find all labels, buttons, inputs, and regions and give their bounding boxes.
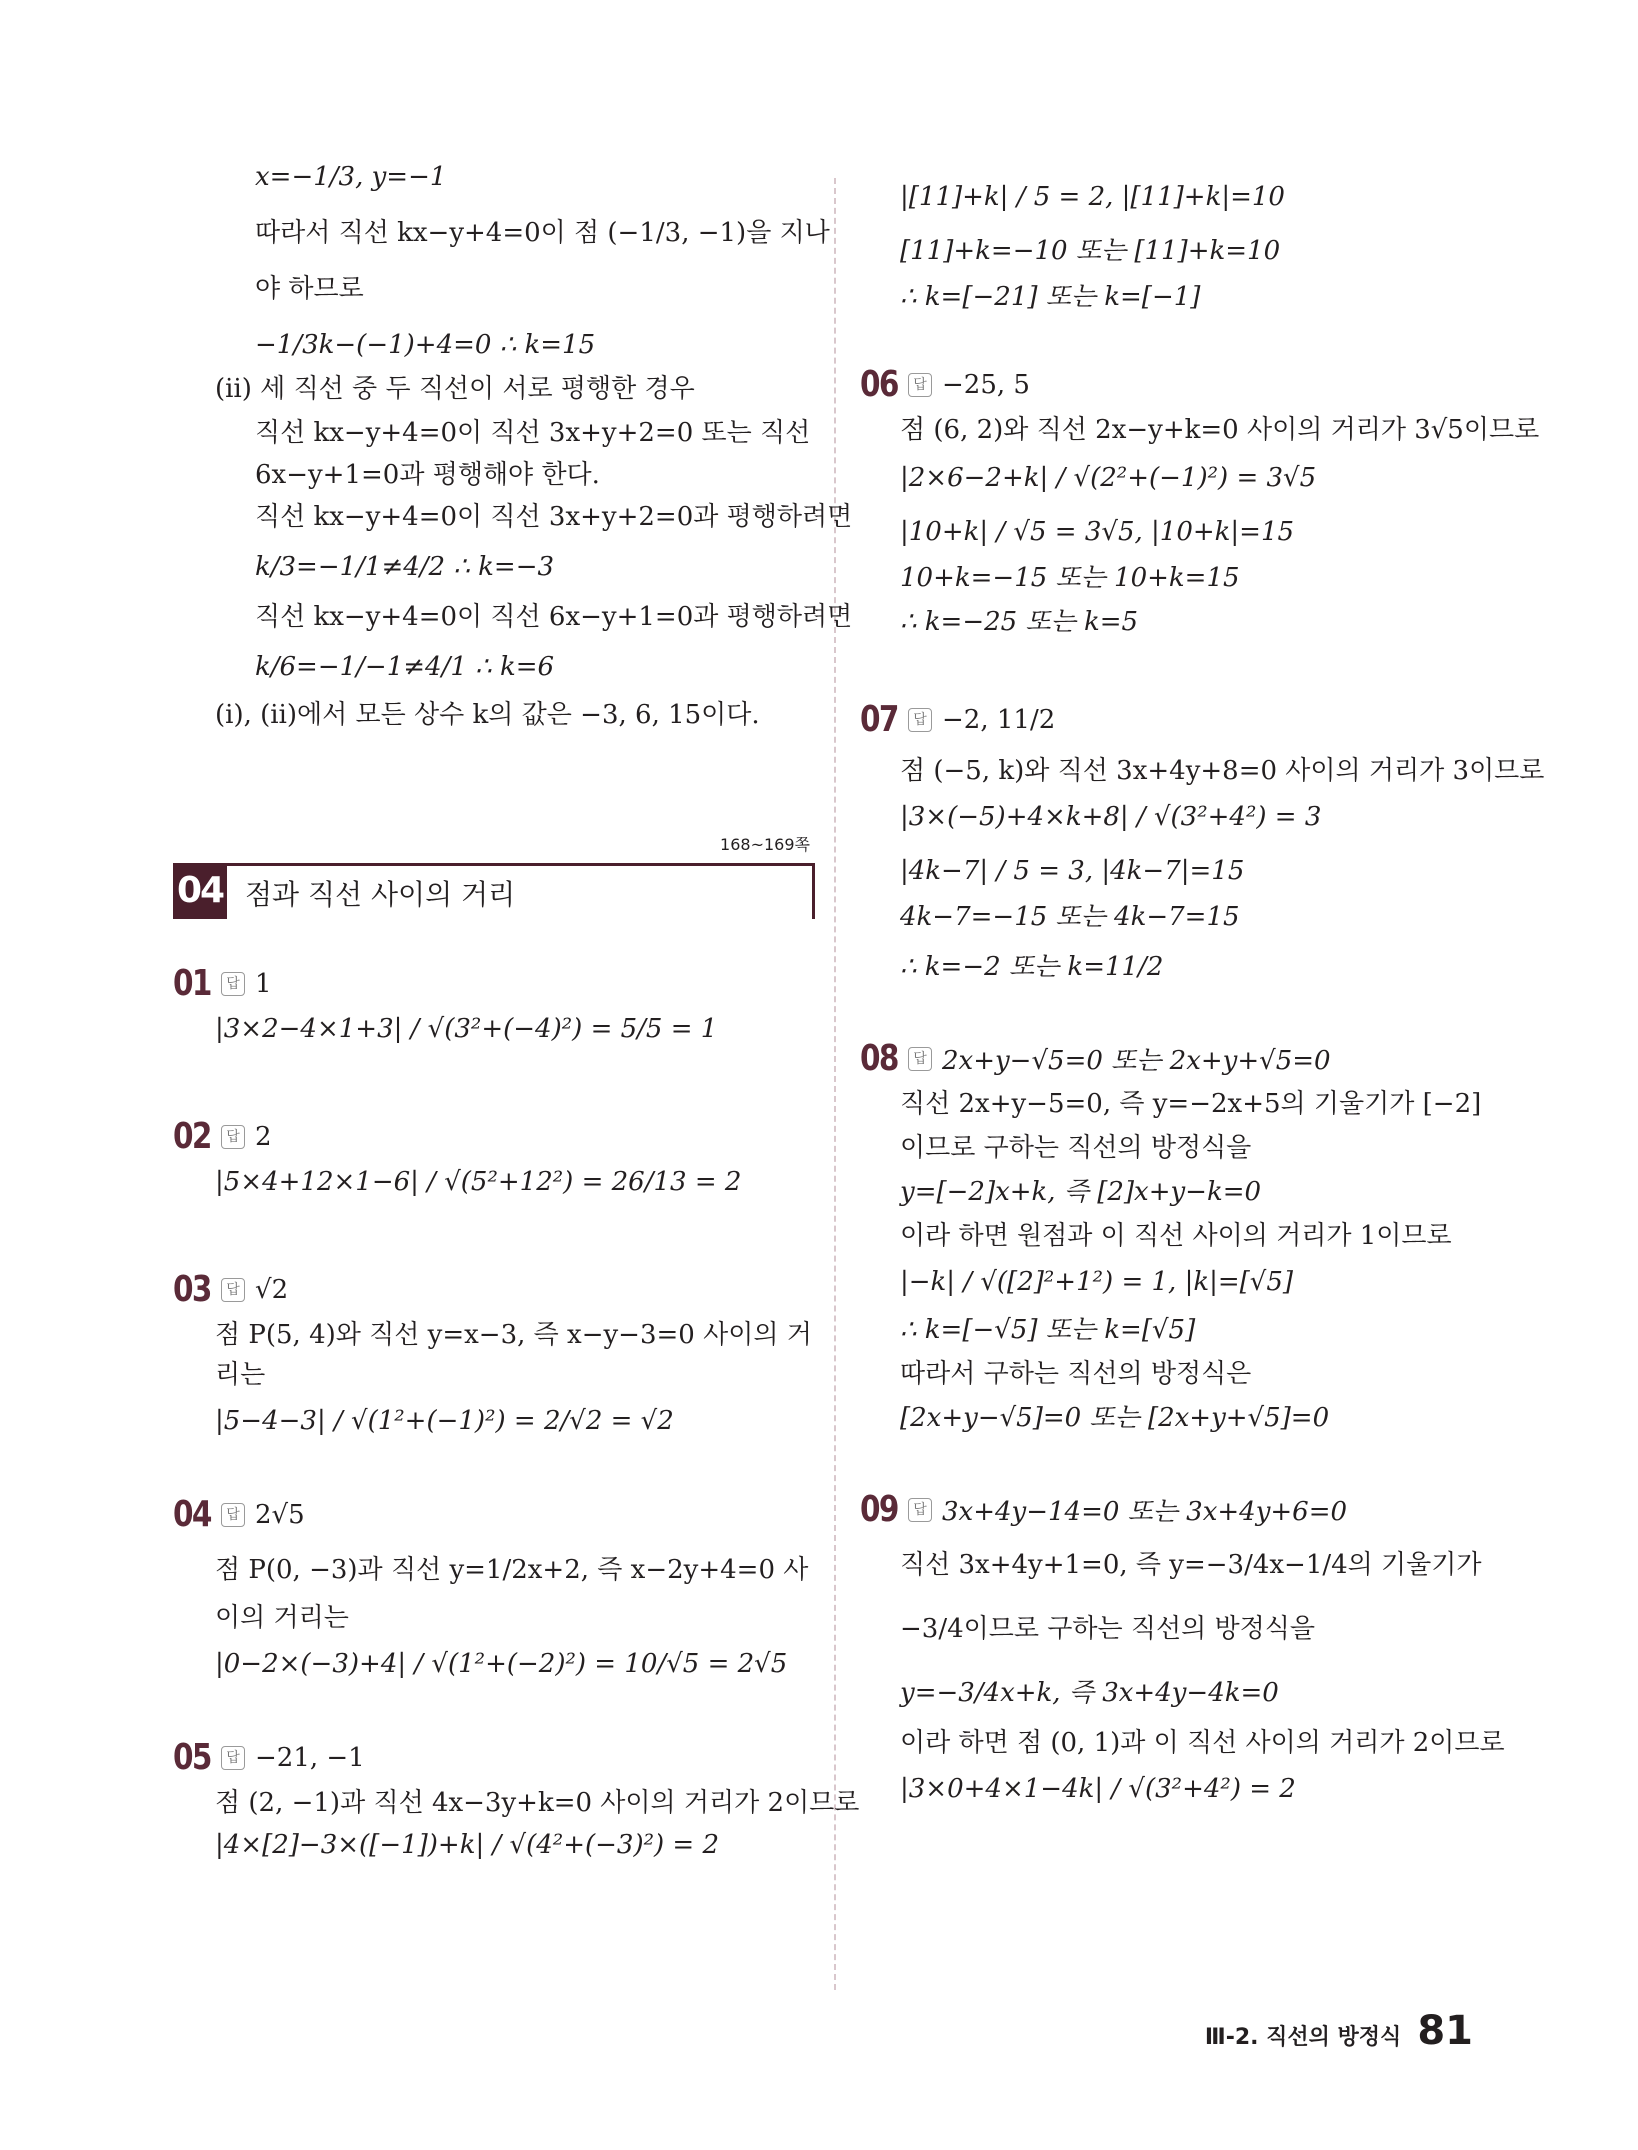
solution-line: 이므로 구하는 직선의 방정식을: [900, 1133, 1252, 1163]
question-06: [860, 364, 1500, 405]
answer-value: 2: [255, 1121, 272, 1152]
solution-line: |5×4+12×1−6| / √(5²+12²) = 26/13 = 2: [215, 1167, 742, 1197]
question-05: [173, 1737, 810, 1778]
answer-value: 2√5: [255, 1499, 305, 1530]
question-number: 08: [860, 1038, 898, 1079]
answer-icon: 답: [908, 1498, 932, 1522]
right-column: [860, 160, 1545, 1806]
question-number: 07: [860, 699, 898, 740]
page-range: 168~169쪽: [720, 835, 810, 854]
question-number: 06: [860, 364, 898, 405]
solution-line: 직선 kx−y+4=0이 직선 3x+y+2=0 또는 직선: [255, 418, 811, 448]
solution-line: ∴ k=[−√5] 또는 k=[√5]: [900, 1315, 1196, 1345]
answer-icon: 답: [221, 1746, 245, 1770]
chapter-label: Ⅲ-2. 직선의 방정식: [1204, 2025, 1402, 2050]
solution-line: |4×[2]−3×([−1])+k| / √(4²+(−3)²) = 2: [215, 1830, 720, 1860]
solution-line: ∴ k=−2 또는 k=11/2: [900, 952, 1164, 982]
solution-line: y=−3/4x+k, 즉 3x+4y−4k=0: [900, 1678, 1279, 1708]
answer-icon: 답: [908, 708, 932, 732]
solution-line: −1/3k−(−1)+4=0 ∴ k=15: [255, 330, 596, 360]
solution-line: |2×6−2+k| / √(2²+(−1)²) = 3√5: [900, 463, 1317, 493]
page-footer: [1205, 2008, 1473, 2054]
section-number: 04: [173, 863, 227, 919]
question-number: 01: [173, 963, 211, 1004]
solution-line: 직선 kx−y+4=0이 직선 3x+y+2=0과 평행하려면: [255, 502, 853, 532]
solution-line: |3×2−4×1+3| / √(3²+(−4)²) = 5/5 = 1: [215, 1014, 718, 1044]
solution-line: |10+k| / √5 = 3√5, |10+k|=15: [900, 517, 1295, 547]
solution-line: |[11]+k| / 5 = 2, |[11]+k|=10: [900, 182, 1285, 212]
section-header: [176, 863, 810, 923]
solution-line: |4k−7| / 5 = 3, |4k−7|=15: [900, 856, 1245, 886]
question-03: [173, 1269, 810, 1310]
question-01: [173, 963, 810, 1004]
answer-value: 3x+4y−14=0 또는 3x+4y+6=0: [942, 1497, 1348, 1527]
solution-line: |5−4−3| / √(1²+(−1)²) = 2/√2 = √2: [215, 1406, 674, 1436]
solution-line: 점 (6, 2)와 직선 2x−y+k=0 사이의 거리가 3√5이므로: [900, 415, 1540, 445]
solution-line: 야 하므로: [255, 274, 364, 304]
solution-line: 6x−y+1=0과 평행해야 한다.: [255, 460, 600, 490]
answer-icon: 답: [221, 972, 245, 996]
answer-value: −25, 5: [942, 369, 1030, 400]
solution-line: 점 P(5, 4)와 직선 y=x−3, 즉 x−y−3=0 사이의 거: [215, 1320, 812, 1350]
solution-line: |3×(−5)+4×k+8| / √(3²+4²) = 3: [900, 802, 1322, 832]
answer-value: 2x+y−√5=0 또는 2x+y+√5=0: [942, 1046, 1331, 1076]
answer-value: −2, 11/2: [942, 704, 1056, 735]
solution-line: 직선 3x+4y+1=0, 즉 y=−3/4x−1/4의 기울기가: [900, 1550, 1482, 1580]
question-08: [860, 1038, 1500, 1079]
question-number: 04: [173, 1494, 211, 1535]
solution-line: k/3=−1/1≠4/2 ∴ k=−3: [255, 552, 555, 582]
solution-line: 리는: [215, 1360, 266, 1390]
solution-line: 따라서 직선 kx−y+4=0이 점 (−1/3, −1)을 지나: [255, 218, 830, 248]
left-column: [173, 160, 860, 1862]
answer-icon: 답: [221, 1503, 245, 1527]
solution-line: |3×0+4×1−4k| / √(3²+4²) = 2: [900, 1774, 1296, 1804]
solution-line: x=−1/3, y=−1: [255, 162, 447, 192]
solution-line: 이라 하면 점 (0, 1)과 이 직선 사이의 거리가 2이므로: [900, 1728, 1505, 1758]
answer-icon: 답: [908, 373, 932, 397]
answer-value: √2: [255, 1274, 289, 1305]
answer-value: 1: [255, 968, 272, 999]
solution-line: 4k−7=−15 또는 4k−7=15: [900, 902, 1240, 932]
solution-line: |0−2×(−3)+4| / √(1²+(−2)²) = 10/√5 = 2√5: [215, 1649, 788, 1679]
solution-line: 이의 거리는: [215, 1603, 349, 1633]
solution-line: 직선 2x+y−5=0, 즉 y=−2x+5의 기울기가 [−2]: [900, 1089, 1482, 1119]
solution-line: [11]+k=−10 또는 [11]+k=10: [900, 236, 1281, 266]
question-04: [173, 1494, 810, 1535]
question-02: [173, 1116, 810, 1157]
solution-line: −3/4이므로 구하는 직선의 방정식을: [900, 1614, 1315, 1644]
section-title: 점과 직선 사이의 거리: [245, 878, 516, 911]
solution-line: |−k| / √([2]²+1²) = 1, |k|=[√5]: [900, 1267, 1294, 1297]
answer-icon: 답: [221, 1125, 245, 1149]
answer-icon: 답: [221, 1278, 245, 1302]
solution-line: 점 (−5, k)와 직선 3x+4y+8=0 사이의 거리가 3이므로: [900, 756, 1545, 786]
solution-line: y=[−2]x+k, 즉 [2]x+y−k=0: [900, 1177, 1262, 1207]
solution-line: k/6=−1/−1≠4/1 ∴ k=6: [255, 652, 555, 682]
question-number: 09: [860, 1489, 898, 1530]
question-number: 05: [173, 1737, 211, 1778]
solution-line: [2x+y−√5]=0 또는 [2x+y+√5]=0: [900, 1403, 1330, 1433]
question-07: [860, 699, 1500, 740]
page-number: 81: [1417, 2008, 1473, 2054]
column-divider: [834, 178, 836, 1990]
solution-line: 따라서 구하는 직선의 방정식은: [900, 1359, 1252, 1389]
question-number: 02: [173, 1116, 211, 1157]
solution-line: 10+k=−15 또는 10+k=15: [900, 563, 1240, 593]
solution-line: 이라 하면 원점과 이 직선 사이의 거리가 1이므로: [900, 1221, 1452, 1251]
answer-value: −21, −1: [255, 1742, 365, 1773]
case-heading: (ⅱ) 세 직선 중 두 직선이 서로 평행한 경우: [215, 374, 695, 404]
solution-line: 점 (2, −1)과 직선 4x−3y+k=0 사이의 거리가 2이므로: [215, 1788, 860, 1818]
conclusion-line: (ⅰ), (ⅱ)에서 모든 상수 k의 값은 −3, 6, 15이다.: [215, 700, 760, 730]
solution-line: ∴ k=[−21] 또는 k=[−1]: [900, 282, 1201, 312]
solution-line: ∴ k=−25 또는 k=5: [900, 607, 1139, 637]
solution-line: 직선 kx−y+4=0이 직선 6x−y+1=0과 평행하려면: [255, 602, 853, 632]
answer-icon: 답: [908, 1047, 932, 1071]
question-09: [860, 1489, 1500, 1530]
question-number: 03: [173, 1269, 211, 1310]
solution-line: 점 P(0, −3)과 직선 y=1/2x+2, 즉 x−2y+4=0 사: [215, 1555, 809, 1585]
